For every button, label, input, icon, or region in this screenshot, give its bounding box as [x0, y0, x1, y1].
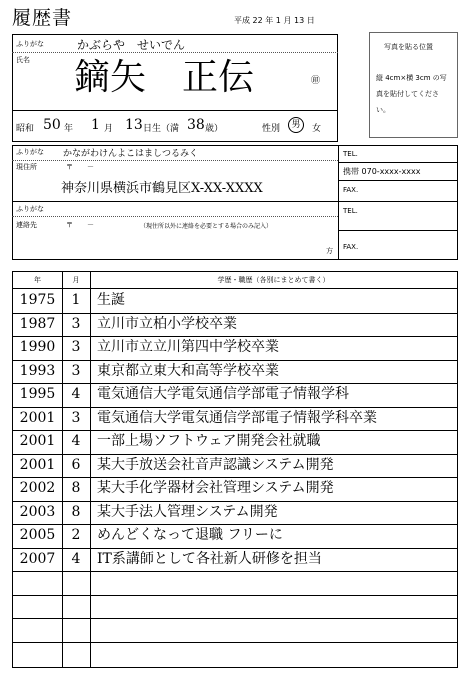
- header-year: 年: [34, 276, 41, 284]
- row-text: 電気通信大学電気通信学部電子情報学科: [97, 386, 349, 402]
- table-row: [13, 595, 457, 619]
- age-open: （満: [161, 124, 180, 134]
- table-row: [13, 524, 457, 548]
- row-month: 4: [71, 550, 81, 567]
- address-postal: 〒 －: [66, 163, 94, 171]
- table-row: [13, 430, 457, 454]
- row-text: 一部上場ソフトウェア開発会社就職: [97, 433, 321, 449]
- birth-year-unit: 年: [64, 124, 74, 134]
- row-text: 某大手放送会社音声認識システム開発: [97, 456, 334, 473]
- birth-month: 1: [91, 117, 100, 133]
- name-label: 氏名: [16, 56, 30, 64]
- table-row: [13, 289, 457, 313]
- photo-instruction-1: 縦 4cm×横 3cm の写: [376, 74, 447, 82]
- row-month: 3: [71, 362, 81, 379]
- table-row: [13, 336, 457, 360]
- gender-male-circled: 男: [288, 117, 304, 133]
- row-year: 2002: [19, 480, 56, 496]
- row-month: 3: [71, 315, 81, 332]
- contact-tel: TEL.: [343, 207, 358, 215]
- gender-female: 女: [312, 124, 322, 134]
- row-year: 1993: [19, 362, 56, 379]
- photo-placeholder: [369, 32, 458, 138]
- row-text: 立川市立立川第四中学校卒業: [97, 339, 279, 355]
- table-row: [13, 548, 457, 572]
- history-table: [12, 271, 458, 668]
- row-month: 1: [71, 292, 81, 308]
- address-tel: TEL.: [343, 150, 358, 158]
- row-year: 2005: [19, 527, 56, 543]
- table-row: [13, 313, 457, 337]
- full-name: 鏑矢 正伝: [74, 57, 255, 98]
- header-month: 月: [72, 276, 80, 284]
- address-label: 現住所: [16, 163, 37, 171]
- address-value: 神奈川県横浜市鶴見区X-XX-XXXX: [61, 181, 263, 196]
- address-furigana-label: ふりがな: [16, 148, 44, 156]
- table-row: [13, 571, 457, 595]
- address-fax: FAX.: [343, 186, 359, 194]
- table-row: [13, 501, 457, 525]
- contact-furigana-label: ふりがな: [16, 205, 44, 213]
- age-value: 38: [187, 117, 205, 133]
- photo-instruction-2: 真を貼付してくださ: [376, 90, 439, 98]
- row-text: 某大手化学器材会社管理システム開発: [97, 480, 334, 496]
- address-mobile: 携帯 070-xxxx-xxxx: [343, 167, 421, 176]
- row-month: 6: [71, 456, 81, 473]
- row-month: 4: [71, 386, 81, 402]
- birth-month-unit: 月: [104, 124, 114, 134]
- contact-suffix: 方: [326, 247, 333, 255]
- photo-instruction-3: い。: [376, 106, 390, 114]
- row-month: 8: [71, 503, 81, 520]
- photo-caption: 写真を貼る位置: [384, 43, 433, 51]
- table-row: [13, 618, 457, 642]
- table-row: [13, 477, 457, 501]
- row-text: めんどくなって退職 フリーに: [97, 527, 283, 543]
- birth-year: 50: [43, 117, 61, 133]
- document-date: 平成 22 年 1 月 13 日: [234, 16, 315, 25]
- birth-day: 13: [125, 117, 143, 133]
- row-year: 2001: [19, 433, 56, 449]
- row-year: 1995: [19, 386, 56, 402]
- row-year: 1990: [19, 339, 56, 355]
- row-month: 8: [71, 480, 81, 496]
- name-furigana-label: ふりがな: [16, 40, 44, 48]
- row-year: 1975: [19, 292, 56, 308]
- row-year: 2003: [19, 503, 56, 520]
- row-text: 某大手法人管理システム開発: [97, 503, 278, 520]
- gender-label: 性別: [262, 124, 281, 134]
- table-row: [13, 360, 457, 384]
- name-furigana: かぶらや せいでん: [77, 38, 186, 52]
- row-month: 3: [71, 409, 81, 426]
- row-year: 2007: [19, 550, 56, 567]
- row-month: 3: [71, 339, 81, 355]
- table-row: [13, 642, 457, 666]
- contact-label: 連絡先: [16, 221, 37, 229]
- contact-postal: 〒 －: [66, 221, 94, 229]
- row-year: 2001: [19, 409, 56, 426]
- birth-era: 昭和: [16, 124, 35, 134]
- row-text: IT系講師として各社新人研修を担当: [97, 550, 322, 567]
- birth-day-unit: 日生: [143, 124, 162, 134]
- seal-mark: ㊞: [311, 76, 321, 86]
- row-year: 2001: [19, 456, 56, 473]
- page-title: 履歴書: [12, 7, 73, 29]
- row-month: 2: [71, 527, 81, 543]
- table-row: [13, 407, 457, 431]
- age-close: 歳）: [205, 124, 224, 134]
- row-text: 立川市立柏小学校卒業: [97, 315, 237, 332]
- header-history: 学歴・職歴（各別にまとめて書く）: [217, 276, 330, 284]
- contact-fax: FAX.: [343, 243, 359, 251]
- table-row: [13, 383, 457, 407]
- table-row: [13, 454, 457, 478]
- contact-note: （現住所以外に連絡を必要とする場合のみ記入）: [140, 223, 273, 230]
- row-year: 1987: [19, 315, 56, 332]
- row-text: 電気通信大学電気通信学部電子情報学科卒業: [97, 409, 377, 426]
- address-furigana: かながわけんよこはましつるみく: [63, 149, 199, 159]
- row-text: 生誕: [97, 292, 125, 308]
- row-text: 東京都立東大和高等学校卒業: [97, 362, 279, 379]
- row-month: 4: [71, 433, 81, 449]
